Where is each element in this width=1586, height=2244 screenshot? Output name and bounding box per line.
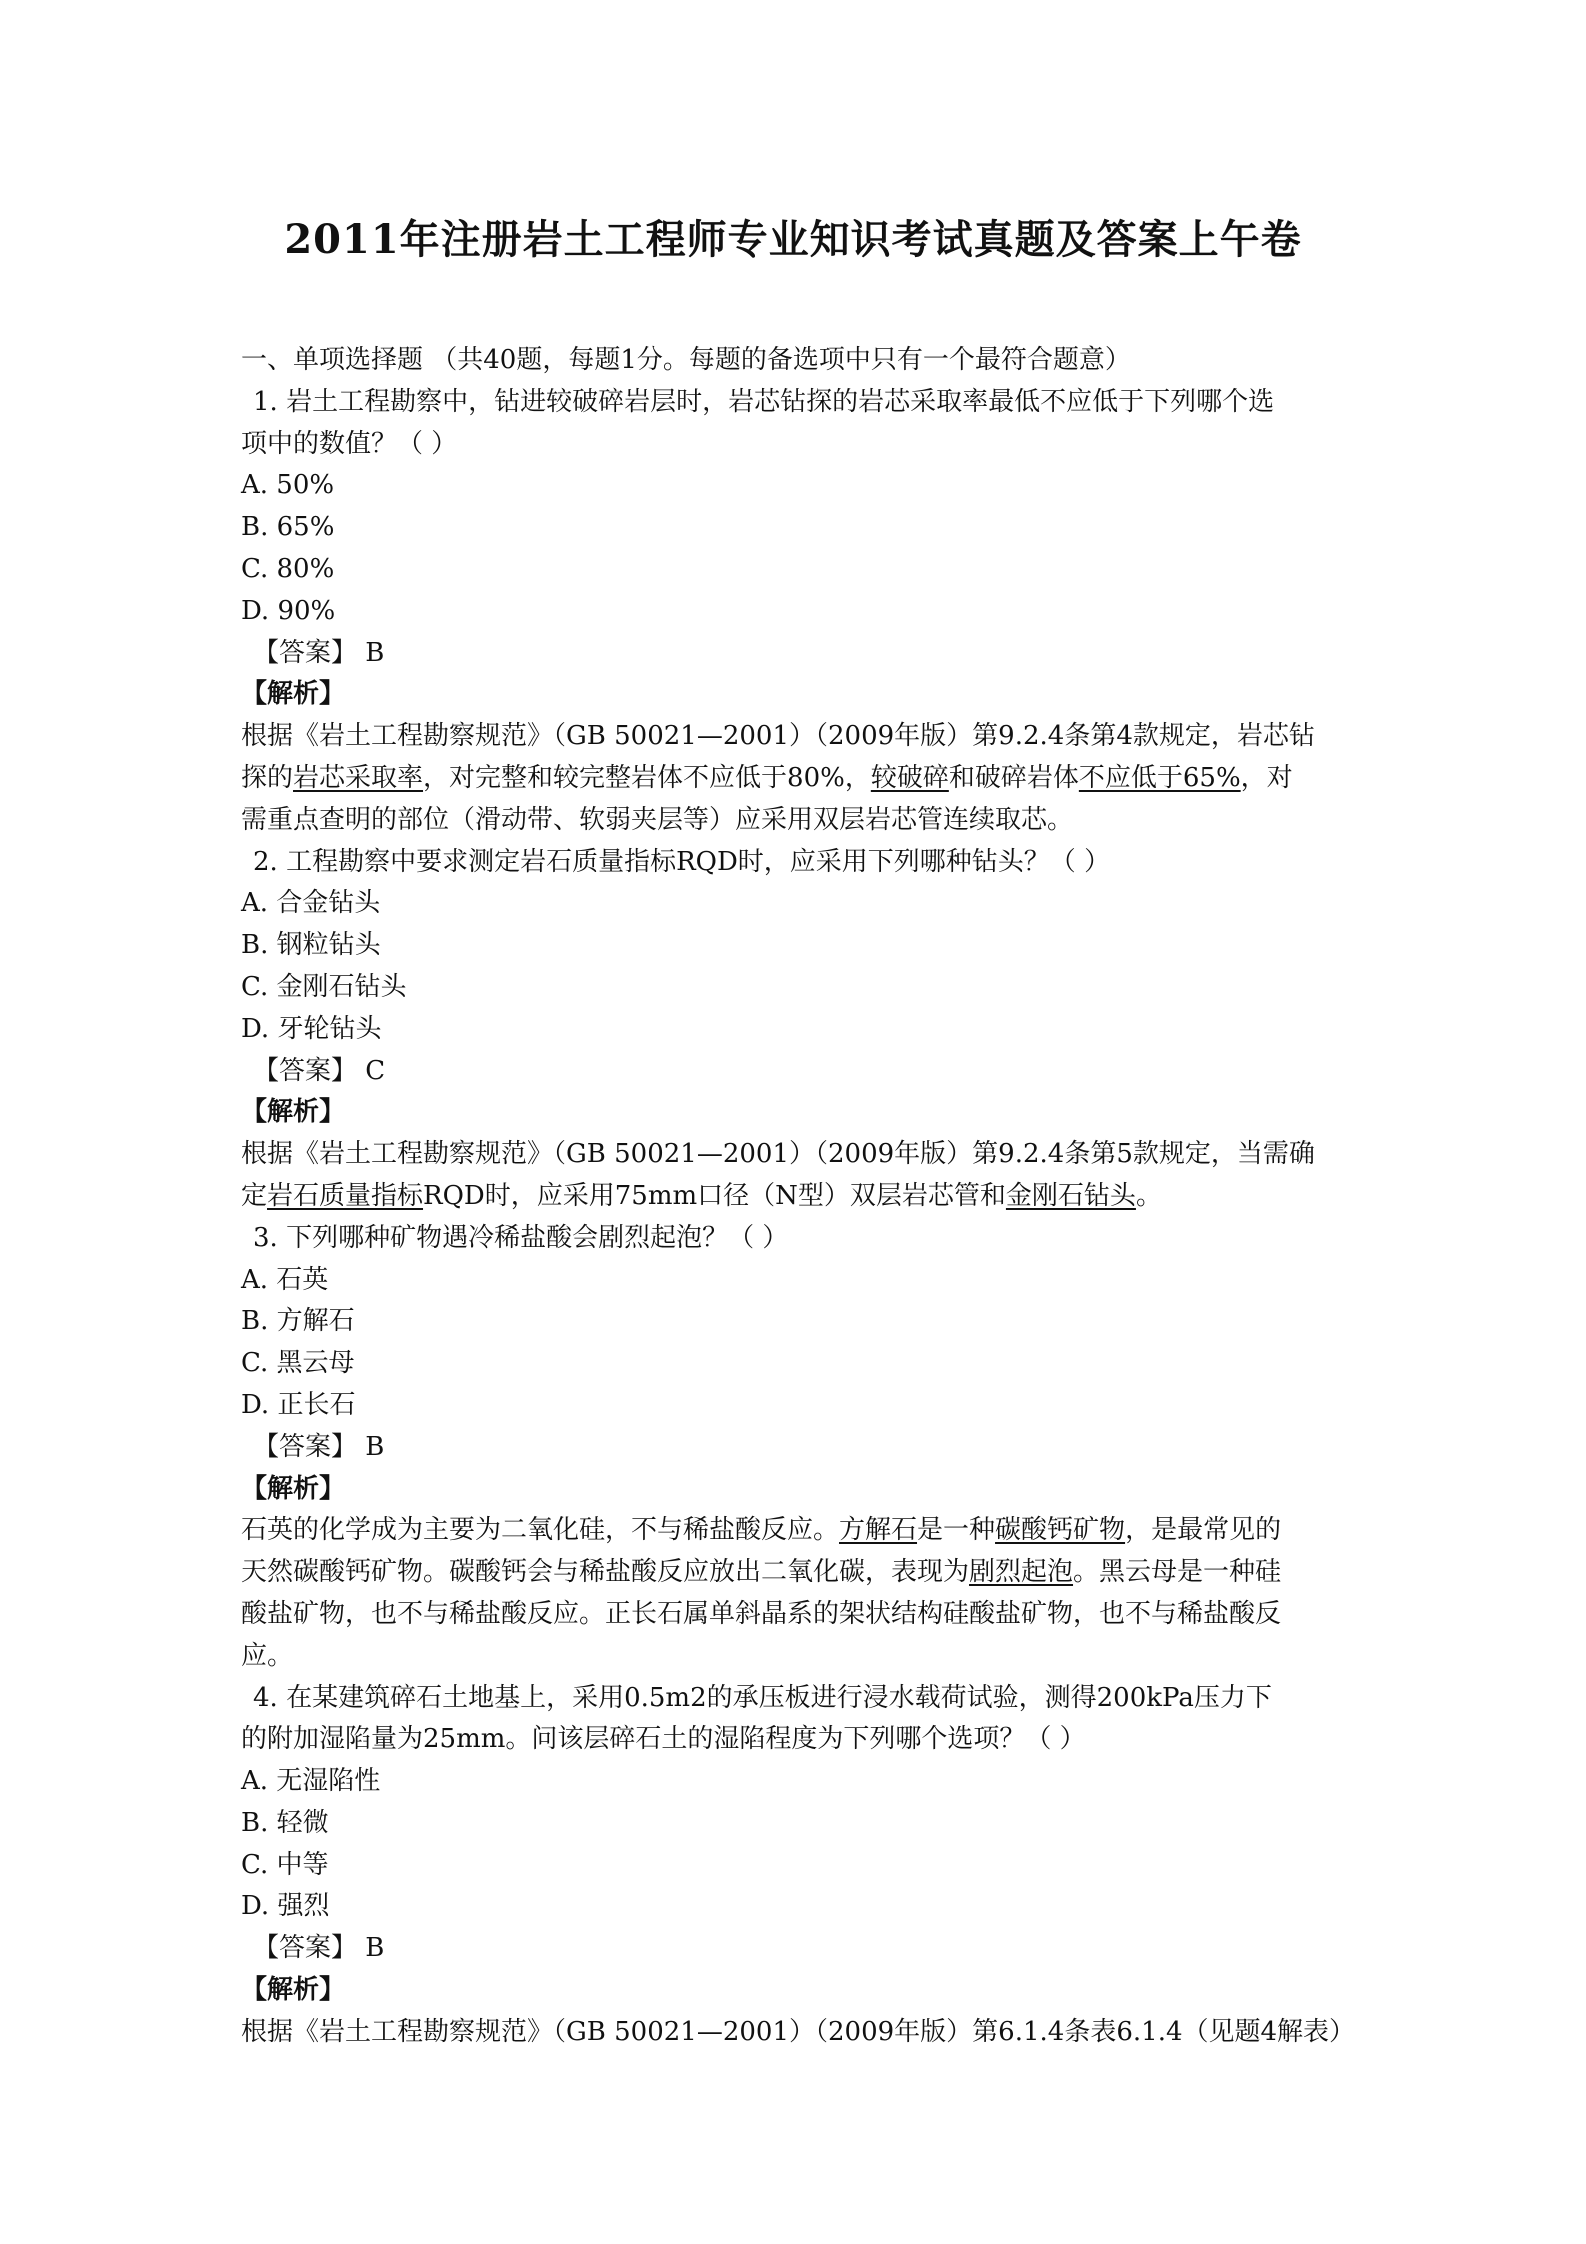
question-3-analysis-line-2: [241, 1552, 1349, 1594]
section-heading: 一、单项选择题 （共40题，每题1分。每题的备选项中只有一个最符合题意）: [241, 345, 1131, 375]
question-3-option-a: A. 石英: [241, 1264, 329, 1295]
underlined-keyword: 碳酸钙矿物: [995, 1515, 1126, 1546]
question-3-option-d: D. 正长石: [241, 1389, 356, 1420]
analysis-text: 探的: [241, 762, 294, 793]
question-3-analysis-line-1: [241, 1510, 1349, 1552]
question-1-answer: 【答案】 B: [253, 637, 385, 668]
question-1-option-a: A. 50%: [241, 470, 335, 501]
underlined-keyword: 剧烈起泡: [969, 1557, 1074, 1588]
underlined-keyword: 金刚石钻头: [1005, 1180, 1136, 1211]
analysis-text: 是一种: [917, 1515, 996, 1546]
question-1-stem-line-2: 项中的数值？（ ）: [241, 428, 458, 459]
underlined-keyword: 不应低于65%: [1078, 762, 1241, 793]
question-1-analysis-label: 【解析】: [241, 679, 346, 710]
question-4-option-b: B. 轻微: [241, 1807, 329, 1838]
analysis-text: RQD时，应采用75mm口径（N型）双层岩芯管和: [423, 1180, 1006, 1211]
question-3-option-c: C. 黑云母: [241, 1348, 355, 1379]
document-title: 2011年注册岩土工程师专业知识考试真题及答案上午卷: [284, 216, 1302, 263]
question-2-option-a: A. 合金钻头: [241, 888, 381, 919]
document-body: [241, 340, 1356, 2054]
analysis-text: 定: [241, 1180, 268, 1211]
underlined-keyword: 岩芯采取率: [293, 762, 424, 793]
question-2-stem-line-1: 2. 工程勘察中要求测定岩石质量指标RQD时，应采用下列哪种钻头？（ ）: [253, 846, 1111, 877]
analysis-text: ，是最常见的: [1125, 1515, 1282, 1546]
underlined-keyword: 岩石质量指标: [267, 1180, 424, 1211]
analysis-text: 天然碳酸钙矿物。碳酸钙会与稀盐酸反应放出二氧化碳，表现为: [241, 1557, 970, 1588]
question-3-analysis-line-4: 应。: [241, 1640, 294, 1671]
question-2-analysis-label: 【解析】: [241, 1097, 346, 1128]
question-4-stem-line-1: 4. 在某建筑碎石土地基上，采用0.5m2的承压板进行浸水载荷试验，测得200kPa压力下: [253, 1682, 1272, 1713]
question-2-analysis-line-1: 根据《岩土工程勘察规范》（GB 50021—2001）（2009年版）第9.2.4条第5款规定，当需确: [241, 1139, 1315, 1170]
question-2-option-c: C. 金刚石钻头: [241, 971, 407, 1002]
analysis-text: ，对完整和较完整岩体不应低于80%，: [423, 762, 871, 793]
question-2-analysis-line-2: [241, 1176, 1349, 1218]
analysis-text: 石英的化学成为主要为二氧化硅，不与稀盐酸反应。: [241, 1515, 840, 1546]
question-4-option-c: C. 中等: [241, 1849, 329, 1880]
question-3-stem-line-1: 3. 下列哪种矿物遇冷稀盐酸会剧烈起泡？（ ）: [253, 1222, 789, 1253]
question-1-option-d: D. 90%: [241, 595, 336, 626]
question-1-analysis-line-1: 根据《岩土工程勘察规范》（GB 50021—2001）（2009年版）第9.2.4条第4款规定，岩芯钻: [241, 721, 1315, 752]
question-1-analysis-line-2: [241, 758, 1349, 800]
analysis-text: ，对: [1240, 762, 1293, 793]
underlined-keyword: 较破碎: [870, 762, 949, 793]
question-2-answer: 【答案】 C: [253, 1055, 386, 1086]
analysis-text: 和破碎岩体: [948, 762, 1079, 793]
analysis-text: 。: [1135, 1180, 1162, 1211]
question-4-analysis-line-1: 根据《岩土工程勘察规范》（GB 50021—2001）（2009年版）第6.1.4条表6.1.4（见题4解表）: [241, 2016, 1356, 2047]
question-1-analysis-line-3: 需重点查明的部位（滑动带、软弱夹层等）应采用双层岩芯管连续取芯。: [241, 804, 1074, 835]
question-3-answer: 【答案】 B: [253, 1431, 385, 1462]
question-1-stem-line-1: 1. 岩土工程勘察中，钻进较破碎岩层时，岩芯钻探的岩芯采取率最低不应低于下列哪个选: [253, 386, 1275, 417]
question-1-option-c: C. 80%: [241, 553, 335, 584]
question-4-answer: 【答案】 B: [253, 1933, 385, 1964]
analysis-text: 。黑云母是一种硅: [1073, 1557, 1282, 1588]
question-4-option-a: A. 无湿陷性: [241, 1766, 381, 1797]
question-4-stem-line-2: 的附加湿陷量为25mm。问该层碎石土的湿陷程度为下列哪个选项？（ ）: [241, 1724, 1086, 1755]
underlined-keyword: 方解石: [839, 1515, 918, 1546]
question-1-option-b: B. 65%: [241, 512, 335, 543]
question-2-option-d: D. 牙轮钻头: [241, 1013, 382, 1044]
question-4-analysis-label: 【解析】: [241, 1975, 346, 2006]
question-3-analysis-label: 【解析】: [241, 1473, 346, 1504]
question-2-option-b: B. 钢粒钻头: [241, 930, 381, 961]
question-4-option-d: D. 强烈: [241, 1891, 330, 1922]
question-3-option-b: B. 方解石: [241, 1306, 355, 1337]
question-3-analysis-line-3: 酸盐矿物，也不与稀盐酸反应。正长石属单斜晶系的架状结构硅酸盐矿物，也不与稀盐酸反: [241, 1598, 1282, 1629]
